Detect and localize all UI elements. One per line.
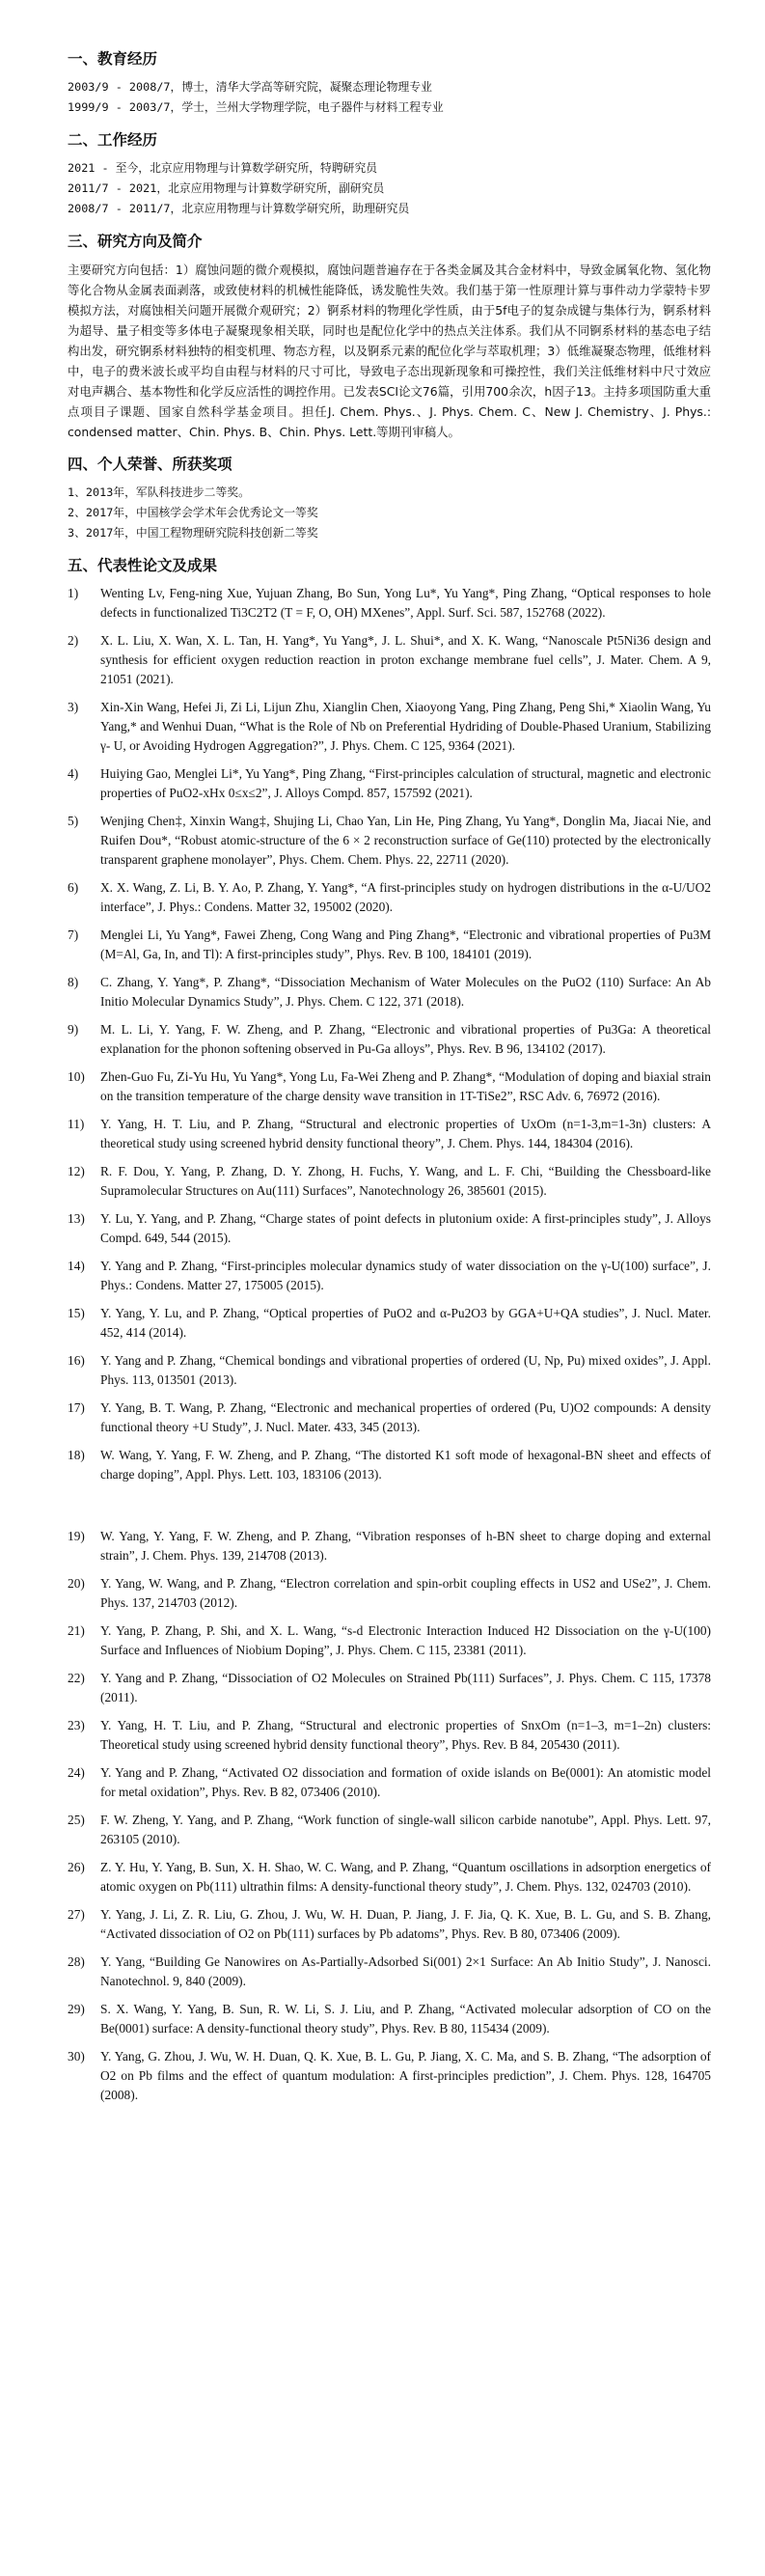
publication-number: 7)	[68, 928, 79, 942]
publication-number: 19)	[68, 1529, 85, 1543]
publication-item	[68, 1811, 711, 1849]
page-break	[68, 1493, 711, 1518]
work-item: 2011/7 - 2021，北京应用物理与计算数学研究所，副研究员	[68, 181, 385, 195]
publication-item	[68, 1716, 711, 1755]
publication-text: X. L. Liu, X. Wan, X. L. Tan, H. Yang*, Yu Yang*, J. L. Shui*, and X. K. Wang, “Nanoscale Pt5Ni36 design and synthesis for efficient oxygen reduction reaction in proton exchange membrane fuel cells”, J. Mater. Chem. A 9, 21051 (2021).	[100, 633, 711, 686]
publication-text: Y. Yang, H. T. Liu, and P. Zhang, “Structural and electronic properties of SnxOm (n=1–3, m=1–2n) clusters: Theoretical study using screened hybrid density functional theory”, Phys. Rev. B 84, 205430 (2011).	[100, 1718, 711, 1752]
publication-item	[68, 1162, 711, 1201]
publication-number: 23)	[68, 1718, 85, 1732]
publication-number: 21)	[68, 1623, 85, 1638]
publication-number: 10)	[68, 1069, 85, 1084]
publication-text: Y. Yang and P. Zhang, “Activated O2 dissociation and formation of oxide islands on Be(0001): An atomistic model for metal oxidation”, Phys. Rev. B 82, 073406 (2010).	[100, 1765, 711, 1799]
honor-item: 2、2017年，中国核学会学术年会优秀论文一等奖	[68, 506, 318, 519]
publications-section	[68, 555, 711, 2105]
publication-number: 4)	[68, 766, 79, 781]
publications-title: 五、代表性论文及成果	[68, 557, 218, 574]
publication-text: Y. Yang, “Building Ge Nanowires on As-Partially-Adsorbed Si(001) 2×1 Surface: An Ab Initio Study”, J. Nanosci. Nanotechnol. 9, 840 (2009).	[100, 1954, 711, 1988]
honor-item: 3、2017年，中国工程物理研究院科技创新二等奖	[68, 526, 318, 540]
work-item: 2021 - 至今，北京应用物理与计算数学研究所，特聘研究员	[68, 161, 378, 175]
publication-text: Huiying Gao, Menglei Li*, Yu Yang*, Ping Zhang, “First-principles calculation of structural, magnetic and electronic properties of PuO2-xHx 0≤x≤2”, J. Alloys Compd. 857, 157592 (2021).	[100, 766, 711, 800]
publication-number: 28)	[68, 1954, 85, 1969]
publication-number: 20)	[68, 1576, 85, 1591]
publication-number: 15)	[68, 1306, 85, 1320]
education-item: 2003/9 - 2008/7，博士，清华大学高等研究院，凝聚态理论物理专业	[68, 80, 432, 94]
publication-text: Y. Yang, J. Li, Z. R. Liu, G. Zhou, J. Wu, W. H. Duan, P. Jiang, J. F. Jia, Q. K. Xue, B. L. Gu, and S. B. Zhang, “Activated dissociation of O2 on Pb(111) surfaces by Pb adatoms”, Phys. Rev. B 80, 073406 (2009).	[100, 1907, 711, 1941]
publication-item	[68, 698, 711, 756]
publication-text: Z. Y. Hu, Y. Yang, B. Sun, X. H. Shao, W. C. Wang, and P. Zhang, “Quantum oscillations in adsorption energetics of atomic oxygen on Pb(111) ultrathin films: A density-functional theory study”, J. Chem. Phys. 132, 024703 (2010).	[100, 1860, 711, 1894]
publication-text: Y. Yang, Y. Lu, and P. Zhang, “Optical properties of PuO2 and α-Pu2O3 by GGA+U+QA studies”, J. Nucl. Mater. 452, 414 (2014).	[100, 1306, 711, 1340]
work-item: 2008/7 - 2011/7，北京应用物理与计算数学研究所，助理研究员	[68, 202, 410, 215]
publication-item	[68, 1858, 711, 1897]
research-paragraph: 主要研究方向包括：1）腐蚀问题的微介观模拟，腐蚀问题普遍存在于各类金属及其合金材料中，导致金属氧化物、氢化物等化合物从金属表面剥落，或致使材料的机械性能降低，诱发脆性失效。我们基于第一性原理计算与事件动力学蒙特卡罗模拟方法，对腐蚀相关问题开展微介观研究；2）锕系材料的物理化学性质，由于5f电子的复杂成键与集体行为，锕系材料为超导、量子相变等多体电子凝聚现象相关联，同时也是配位化学中的热点关注体系。我们从不同锕系材料的基态电子结构出发，研究锕系材料独特的相变机理、物态方程，以及锕系元素的配位化学与萃取机理；3）低维凝聚态物理，低维材料中，电子的费米波长或平均自由程与材料的尺寸可比，导致电子态出现新现象和可操控性，我们关注低维材料中尺寸效应对电声耦合、基本物性和化学反应活性的调控作用。已发表SCI论文76篇，引用700余次，h因子13。主持多项国防重大重点项目子课题、国家自然科学基金项目。担任J. Chem. Phys.、J. Phys. Chem. C、New J. Chemistry、J. Phys.: condensed matter、Chin. Phys. B、Chin. Phys. Lett.等期刊审稿人。	[68, 263, 711, 439]
education-section	[68, 48, 711, 118]
publication-item	[68, 1953, 711, 1991]
publication-item	[68, 1351, 711, 1390]
publication-text: Wenjing Chen‡, Xinxin Wang‡, Shujing Li, Chao Yan, Lin He, Ping Zhang, Yu Yang*, Donglin Ma, Jiacai Nie, and Ruifen Dou*, “Robust atomic-structure of the 6 × 2 reconstruction surface of Ge(110) protected by the electronically transparent graphene monolayer”, Phys. Chem. Chem. Phys. 22, 22711 (2020).	[100, 814, 711, 867]
publication-text: F. W. Zheng, Y. Yang, and P. Zhang, “Work function of single-wall silicon carbide nanotube”, Appl. Phys. Lett. 97, 263105 (2010).	[100, 1813, 711, 1846]
publication-number: 14)	[68, 1259, 85, 1273]
publication-item	[68, 812, 711, 870]
publication-text: W. Wang, Y. Yang, F. W. Zheng, and P. Zhang, “The distorted K1 soft mode of hexagonal-BN sheet and effects of charge doping”, Appl. Phys. Lett. 103, 183106 (2013).	[100, 1448, 711, 1482]
work-section	[68, 129, 711, 219]
publication-item	[68, 926, 711, 964]
publication-text: Y. Yang, B. T. Wang, P. Zhang, “Electronic and mechanical properties of ordered (Pu, U)O2 compounds: A density functional theory +U Study”, J. Nucl. Mater. 433, 345 (2013).	[100, 1400, 711, 1434]
publication-number: 3)	[68, 700, 79, 714]
publication-text: Y. Yang, G. Zhou, J. Wu, W. H. Duan, Q. K. Xue, B. L. Gu, P. Jiang, X. C. Ma, and S. B. Zhang, “The adsorption of O2 on Pb films and the effect of quantum modulation: A first-principles prediction”, J. Chem. Phys. 128, 164705 (2008).	[100, 2049, 711, 2102]
publication-number: 1)	[68, 586, 79, 600]
publication-item	[68, 1669, 711, 1707]
publication-text: Menglei Li, Yu Yang*, Fawei Zheng, Cong Wang and Ping Zhang*, “Electronic and vibrational properties of Pu3M (M=Al, Ga, In, and Tl): A first-principles study”, Phys. Rev. B 100, 184101 (2019).	[100, 928, 711, 961]
publication-item	[68, 1905, 711, 1944]
publication-number: 16)	[68, 1353, 85, 1368]
publication-item	[68, 1257, 711, 1295]
publication-text: Zhen-Guo Fu, Zi-Yu Hu, Yu Yang*, Yong Lu, Fa-Wei Zheng and P. Zhang*, “Modulation of doping and biaxial strain on the transition temperature of the charge density wave transition in 1T-TiSe2”, RSC Adv. 6, 76972 (2016).	[100, 1069, 711, 1103]
honors-section	[68, 454, 711, 543]
publication-text: W. Yang, Y. Yang, F. W. Zheng, and P. Zhang, “Vibration responses of h-BN sheet to charge doping and external strain”, J. Chem. Phys. 139, 214708 (2013).	[100, 1529, 711, 1563]
publication-number: 2)	[68, 633, 79, 648]
publication-number: 29)	[68, 2002, 85, 2016]
publication-item	[68, 1304, 711, 1343]
publication-item	[68, 878, 711, 917]
publication-item	[68, 1115, 711, 1153]
publication-text: Y. Lu, Y. Yang, and P. Zhang, “Charge states of point defects in plutonium oxide: A first-principles study”, J. Alloys Compd. 649, 544 (2015).	[100, 1211, 711, 1245]
publication-number: 12)	[68, 1164, 85, 1178]
publication-item	[68, 1763, 711, 1802]
publication-number: 26)	[68, 1860, 85, 1874]
publication-item	[68, 1574, 711, 1613]
publication-number: 22)	[68, 1671, 85, 1685]
publication-text: Wenting Lv, Feng-ning Xue, Yujuan Zhang, Bo Sun, Yong Lu*, Yu Yang*, Ping Zhang, “Optical responses to hole defects in functionalized Ti3C2T2 (T = F, O, OH) MXenes”, Appl. Surf. Sci. 587, 152768 (2022).	[100, 586, 711, 620]
publication-text: X. X. Wang, Z. Li, B. Y. Ao, P. Zhang, Y. Yang*, “A first-principles study on hydrogen distributions in the α-U/UO2 interface”, J. Phys.: Condens. Matter 32, 195002 (2020).	[100, 880, 711, 914]
publication-text: Y. Yang, W. Wang, and P. Zhang, “Electron correlation and spin-orbit coupling effects in US2 and USe2”, J. Chem. Phys. 137, 214703 (2012).	[100, 1576, 711, 1610]
publication-text: Y. Yang, P. Zhang, P. Shi, and X. L. Wang, “s-d Electronic Interaction Induced H2 Dissociation on the γ-U(100) Surface and Influences of Niobium Doping”, J. Phys. Chem. C 115, 23381 (2011).	[100, 1623, 711, 1657]
publication-number: 30)	[68, 2049, 85, 2064]
publication-number: 24)	[68, 1765, 85, 1780]
publication-number: 8)	[68, 975, 79, 989]
publication-text: M. L. Li, Y. Yang, F. W. Zheng, and P. Zhang, “Electronic and vibrational properties of Pu3Ga: A theoretical explanation for the phonon softening observed in Pu-Ga alloys”, Phys. Rev. B 96, 134102 (2017).	[100, 1022, 711, 1056]
publication-item	[68, 1399, 711, 1437]
honor-item: 1、2013年，军队科技进步二等奖。	[68, 485, 250, 499]
publication-number: 18)	[68, 1448, 85, 1462]
research-section	[68, 231, 711, 442]
publication-item	[68, 631, 711, 689]
publication-item	[68, 2047, 711, 2105]
research-title: 三、研究方向及简介	[68, 233, 203, 250]
publication-text: Y. Yang, H. T. Liu, and P. Zhang, “Structural and electronic properties of UxOm (n=1-3,m=1-3n) clusters: A theoretical study using screened hybrid density functional theory”, J. Chem. Phys. 144, 184304 (2016).	[100, 1117, 711, 1150]
publication-number: 6)	[68, 880, 79, 895]
publication-item	[68, 1446, 711, 1484]
publication-item	[68, 584, 711, 623]
publication-text: Xin-Xin Wang, Hefei Ji, Zi Li, Lijun Zhu, Xianglin Chen, Xiaoyong Yang, Ping Zhang, Peng Shi,* Xiaolin Wang, Yu Yang,* and Wenhui Duan, “What is the Role of Nb on Preferential Hydriding of Double-Phased Uranium, Stabilizing γ- U, or Avoiding Hydrogen Aggregation?”, J. Phys. Chem. C 125, 9364 (2021).	[100, 700, 711, 753]
publication-text: Y. Yang and P. Zhang, “Chemical bondings and vibrational properties of ordered (U, Np, Pu) mixed oxides”, J. Appl. Phys. 113, 013501 (2013).	[100, 1353, 711, 1387]
publication-number: 9)	[68, 1022, 79, 1037]
publication-item	[68, 2000, 711, 2038]
publication-list	[68, 584, 711, 2105]
publication-item	[68, 764, 711, 803]
work-title: 二、工作经历	[68, 131, 158, 149]
publication-text: R. F. Dou, Y. Yang, P. Zhang, D. Y. Zhong, H. Fuchs, Y. Wang, and L. F. Chi, “Building the Chessboard-like Supramolecular Structures on Au(111) Surfaces”, Nanotechnology 26, 385601 (2015).	[100, 1164, 711, 1198]
publication-item	[68, 1067, 711, 1106]
honors-title: 四、个人荣誉、所获奖项	[68, 456, 232, 473]
publication-item	[68, 973, 711, 1011]
publication-text: S. X. Wang, Y. Yang, B. Sun, R. W. Li, S. J. Liu, and P. Zhang, “Activated molecular adsorption of CO on the Be(0001) surface: A density-functional theory study”, Phys. Rev. B 80, 115434 (2009).	[100, 2002, 711, 2036]
education-item: 1999/9 - 2003/7，学士，兰州大学物理学院，电子器件与材料工程专业	[68, 100, 444, 114]
publication-number: 13)	[68, 1211, 85, 1226]
publication-text: C. Zhang, Y. Yang*, P. Zhang*, “Dissociation Mechanism of Water Molecules on the PuO2 (110) Surface: An Ab Initio Molecular Dynamics Study”, J. Phys. Chem. C 122, 371 (2018).	[100, 975, 711, 1009]
publication-number: 5)	[68, 814, 79, 828]
publication-text: Y. Yang and P. Zhang, “First-principles molecular dynamics study of water dissociation on the γ-U(100) surface”, J. Phys.: Condens. Matter 27, 175005 (2015).	[100, 1259, 711, 1292]
publication-number: 25)	[68, 1813, 85, 1827]
publication-item	[68, 1621, 711, 1660]
publication-number: 11)	[68, 1117, 85, 1131]
education-title: 一、教育经历	[68, 50, 158, 68]
publication-item	[68, 1209, 711, 1248]
publication-item	[68, 1527, 711, 1565]
publication-item	[68, 1020, 711, 1059]
publication-number: 27)	[68, 1907, 85, 1922]
publication-number: 17)	[68, 1400, 85, 1415]
publication-text: Y. Yang and P. Zhang, “Dissociation of O2 Molecules on Strained Pb(111) Surfaces”, J. Phys. Chem. C 115, 17378 (2011).	[100, 1671, 711, 1704]
